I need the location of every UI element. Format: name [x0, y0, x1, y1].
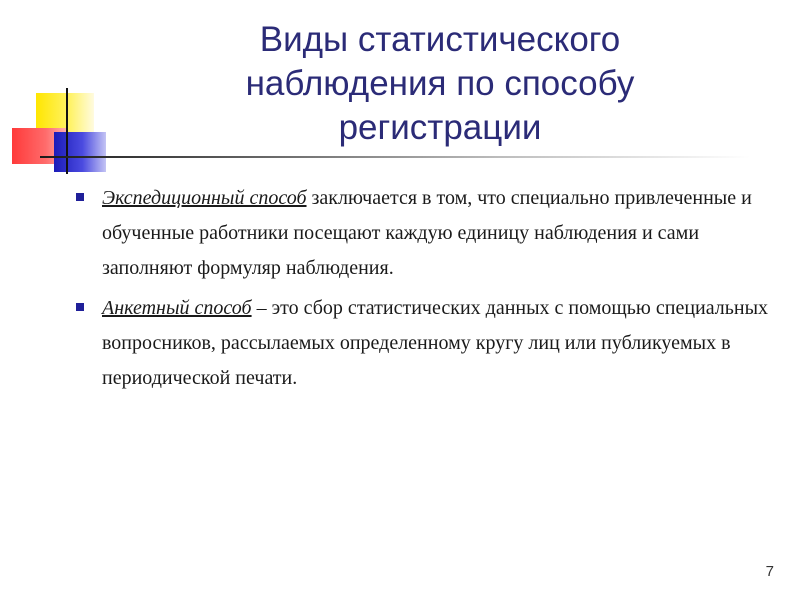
term-questionnaire-method: Анкетный способ: [102, 297, 252, 319]
decorative-color-blocks: [0, 0, 130, 175]
slide-title: Виды статистического наблюдения по способу регистрации: [245, 20, 635, 147]
bullet-item: [76, 181, 782, 286]
bullet-square-icon: [76, 303, 84, 311]
bullet-square-icon: [76, 193, 84, 201]
blue-square: [54, 132, 106, 172]
title-underline: [40, 156, 750, 158]
vertical-divider: [66, 88, 68, 174]
bullet-item: [76, 291, 782, 396]
term-expedition-method: Экспедиционный способ: [102, 187, 307, 209]
bullet-text: – это сбор статистических данных с помощью специальных вопросников, рассылаемых определенному кругу лиц или публикуемых в периодической печати.: [102, 297, 769, 389]
bullet-text: заключается в том, что специально привлеченные и обученные работники посещают каждую единицу наблюдения и сами заполняют формуляр наблюдения.: [102, 187, 752, 279]
page-number: 7: [765, 563, 774, 580]
slide-body: [76, 181, 782, 401]
